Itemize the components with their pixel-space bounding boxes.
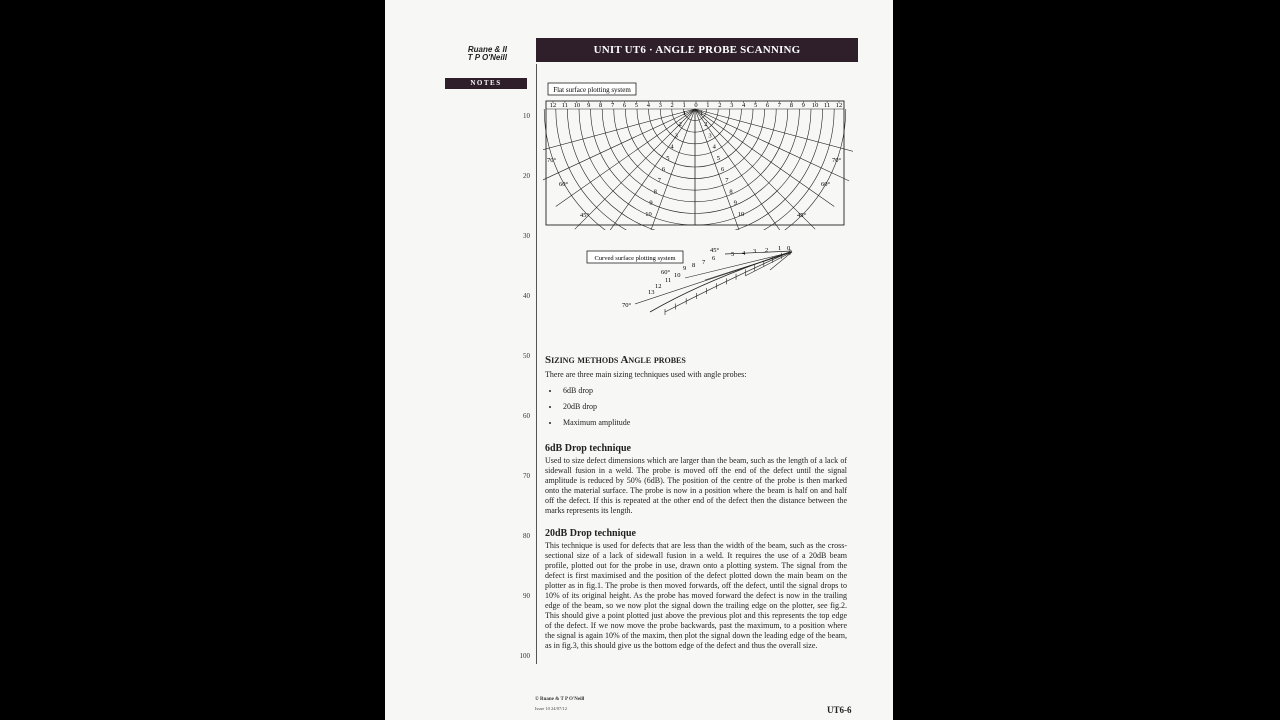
flat-scale-label: 6 (622, 102, 627, 109)
curved-scale-45: 45° (710, 247, 720, 254)
line-number: 60 (523, 412, 530, 420)
flat-depth-label: 2 (678, 121, 683, 129)
six-db-heading: 6dB Drop technique (545, 443, 631, 454)
angle-label-45-left: 45° (580, 212, 590, 219)
curved-scale-label: 11 (665, 277, 672, 284)
flat-depth-label: 3 (674, 132, 678, 140)
flat-depth-label: 7 (725, 177, 729, 185)
flat-depth-label: 9 (649, 199, 653, 207)
flat-depth-label: 10 (645, 210, 652, 218)
curved-scale-label: 7 (702, 259, 706, 266)
six-db-body: Used to size defect dimensions which are larger than the beam, such as the length of a lack of sidewall fusion in a weld. The probe is moved off the end of the defect until the signal amplitude is reduced by 50% (6dB). The position of the centre of the probe is then marked onto the material surface. The probe is now in a position where the beam is half on and half off the defect. If this is repeated at the other end of the defect then the distance between the marks represents its length. (545, 456, 847, 515)
flat-depth-label: 6 (662, 166, 666, 173)
sizing-techniques-list (545, 383, 847, 431)
flat-scale-label: 8 (599, 102, 603, 109)
list-item: • Maximum amplitude (560, 415, 847, 431)
line-number: 50 (523, 352, 530, 360)
flat-scale-label: 11 (561, 102, 569, 109)
flat-scale-label: 8 (789, 102, 793, 109)
flat-scale-label: 6 (765, 102, 770, 109)
curved-scale-label: 6 (712, 255, 716, 262)
angle-label-70-right: 70° (832, 157, 842, 164)
curved-scale-label: 3 (753, 248, 757, 255)
curved-scale-label: 8 (692, 262, 696, 269)
flat-depth-label: 6 (721, 166, 725, 173)
line-number: 40 (523, 292, 530, 300)
angle-label-60-right: 60° (821, 181, 831, 188)
curved-surface-plotting-diagram (585, 240, 815, 320)
flat-scale-label: 2 (670, 102, 674, 109)
angle-label-70-left: 70° (547, 157, 557, 164)
main-text-column (545, 354, 847, 651)
angle-label-60-left: 60° (559, 181, 569, 188)
curved-scale-label: 10 (674, 272, 681, 279)
curved-scale-label: 4 (742, 250, 746, 257)
line-number: 20 (523, 172, 530, 180)
margin-divider (536, 64, 537, 664)
flat-scale-label: 0 (694, 102, 698, 109)
sizing-intro: There are three main sizing techniques used with angle probes: (545, 370, 747, 379)
flat-depth-label: 4 (712, 143, 716, 151)
flat-scale-label: 1 (682, 102, 686, 109)
footer-issue: Issue 10 24/07/12 (535, 706, 567, 711)
flat-scale-label: 12 (549, 102, 557, 109)
unit-title: UNIT UT6 · ANGLE PROBE SCANNING (593, 44, 801, 56)
curved-scale-label: 2 (765, 247, 769, 254)
flat-depth-label: 9 (733, 199, 737, 207)
flat-scale-label: 10 (811, 102, 819, 109)
curved-scale-label: 12 (655, 283, 662, 290)
curved-scale-label: 0 (787, 245, 791, 252)
line-number: 70 (523, 472, 530, 480)
twenty-db-body: This technique is used for defects that are less than the width of the beam, such as the cross-sectional size of a lack of sidewall fusion in a weld. It requires the use of a 20dB beam profile, plotted out for the probe in use, drawn onto a plotting system. The signal from the defect is first maximised and the position of the defect plotted down the main beam on the plotter as in fig.1. The probe is then moved forwards, off the defect, until the signal drops to 10% of its original height. As the probe has moved forward the defect is now in the trailing edge of the beam, so we now plot the signal down the trailing edge on the plotter, see fig.2. This should give a point plotted just above the previous plot and this represents the top edge of the defect. If we now move the probe backwards, past the maximum, to a position where the signal is again 10% of the maxim, then plot the signal down the leading edge of the beam, as in fig.3, this should give us the bottom edge of the defect and thus the overall size. (545, 541, 847, 650)
flat-plot-label: Flat surface plotting system (553, 86, 631, 94)
flat-surface-plotting-diagram (543, 80, 853, 230)
flat-scale-label: 7 (610, 102, 615, 109)
flat-scale-label: 10 (573, 102, 581, 109)
logo-line-2: T P O'Neill (467, 53, 507, 62)
flat-depth-label: 2 (704, 121, 708, 129)
flat-depth-label: 3 (708, 132, 712, 140)
flat-depth-label: 10 (737, 210, 745, 218)
document-page (385, 0, 893, 720)
list-item: • 20dB drop (560, 399, 847, 415)
flat-depth-label: 5 (666, 154, 670, 162)
line-number: 80 (523, 532, 530, 540)
curved-scale-70: 70° (622, 302, 632, 309)
list-item: • 6dB drop (560, 383, 847, 399)
footer-copyright: © Ruane & T P O'Neill (535, 697, 585, 702)
flat-depth-label: 1 (700, 110, 704, 117)
sizing-methods-heading: Sizing methods Angle probes (545, 354, 686, 366)
flat-scale-label: 5 (634, 102, 639, 109)
flat-scale-label: 3 (730, 102, 734, 109)
logo-line-1: Ruane & II (467, 45, 507, 54)
flat-scale-label: 9 (801, 102, 805, 109)
flat-scale-label: 3 (658, 102, 662, 109)
curved-scale-60: 60° (661, 269, 671, 276)
curved-scale-label: 13 (648, 289, 655, 296)
flat-scale-label: 9 (587, 102, 591, 109)
flat-depth-label: 8 (653, 188, 657, 196)
flat-scale-label: 5 (753, 102, 758, 109)
flat-scale-label: 2 (718, 102, 722, 109)
flat-scale-label: 11 (823, 102, 831, 109)
flat-depth-label: 7 (657, 177, 662, 185)
unit-title-bar (536, 38, 858, 62)
author-logo (445, 46, 507, 62)
flat-scale-label: 12 (835, 102, 843, 109)
flat-scale-label: 4 (646, 102, 650, 109)
flat-depth-label: 4 (670, 143, 674, 151)
line-number: 90 (523, 592, 530, 600)
flat-depth-label: 5 (716, 154, 721, 162)
flat-scale-label: 7 (777, 102, 782, 109)
flat-depth-label: 1 (683, 110, 687, 117)
curved-scale-label: 9 (683, 265, 687, 272)
flat-scale-label: 4 (742, 102, 746, 109)
flat-depth-label: 8 (729, 188, 733, 196)
curved-plot-label: Curved surface plotting system (594, 255, 676, 262)
twenty-db-heading: 20dB Drop technique (545, 528, 636, 539)
line-number: 10 (523, 112, 530, 120)
line-number: 30 (523, 232, 530, 240)
notes-label: NOTES (445, 78, 527, 89)
flat-scale-label: 1 (706, 102, 710, 109)
page-number: UT6-6 (827, 705, 852, 715)
line-number: 100 (519, 652, 530, 660)
angle-label-45-right: 45° (797, 212, 807, 219)
curved-scale-label: 5 (731, 251, 735, 258)
curved-scale-label: 1 (778, 245, 782, 252)
